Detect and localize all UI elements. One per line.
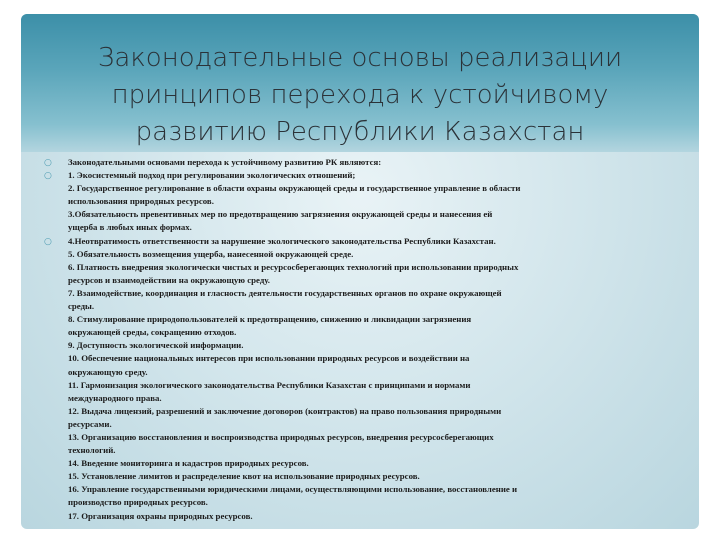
text-line: 11. Гармонизация экологического законодательства Республики Казахстан с принципами и нормами <box>68 379 471 390</box>
text-line: использования природных ресурсов. <box>68 196 214 207</box>
text-line: окружающей среды, сокращению отходов. <box>68 327 237 338</box>
bullet-icon: ○ <box>44 158 52 168</box>
text-line: среды. <box>68 301 95 312</box>
text-line: Законодательными основами перехода к устойчивому развитию РК являются: <box>68 157 382 167</box>
text-line: международного права. <box>68 392 162 403</box>
text-line: технологий. <box>68 445 116 456</box>
text-line: 5. Обязательность возмещения ущерба, нанесенной окружающей среде. <box>68 248 354 259</box>
text-line: ресурсами. <box>68 418 112 429</box>
bullet-icon: ○ <box>44 236 52 247</box>
bullet-item <box>44 169 660 234</box>
text-line: 17. Организация охраны природных ресурсов. <box>68 510 253 521</box>
bullet-list <box>44 156 660 523</box>
text-line: 8. Стимулирование природопользователей к предотвращению, снижению и ликвидации загрязнения <box>68 314 472 325</box>
text-line: 1. Экосистемный подход при регулировании экологических отношений; <box>68 170 356 181</box>
title-line: Законодательные основы реализации <box>97 43 623 73</box>
text-line: 14. Введение мониторинга и кадастров природных ресурсов. <box>68 458 309 469</box>
text-line: ресурсов и взаимодействии на окружающую среду. <box>68 274 270 285</box>
slide-title <box>40 40 680 151</box>
text-line: ущерба в любых иных формах. <box>68 222 192 233</box>
text-line: 7. Взаимодействие, координация и гласность деятельности государственных органов по охране окружающей <box>68 287 502 298</box>
text-line: производство природных ресурсов. <box>68 497 208 508</box>
text-line: 2. Государственное регулирование в области охраны окружающей среды и государственное управление в области <box>68 183 521 194</box>
bullet-icon: ○ <box>44 171 52 182</box>
bullet-item <box>44 156 660 169</box>
text-line: 15. Установление лимитов и распределение квот на использование природных ресурсов. <box>68 471 420 482</box>
text-line: 6. Платность внедрения экологически чистых и ресурсосберегающих технологий при использовании природных <box>68 261 519 272</box>
text-line: 16. Управление государственными юридическими лицами, осуществляющими использование, восстановление и <box>68 484 518 495</box>
text-line: 4.Неотвратимость ответственности за нарушение экологического законодательства Республики Казахстан. <box>68 235 496 246</box>
text-line: 3.Обязательность превентивных мер по предотвращению загрязнения окружающей среды и нанесения ей <box>68 209 493 220</box>
text-line: 12. Выдача лицензий, разрешений и заключение договоров (контрактов) на право пользования природными <box>68 405 502 416</box>
text-line: окружающую среду. <box>68 366 148 377</box>
title-line: развитию Республики Казахстан <box>135 117 585 147</box>
title-line: принципов перехода к устойчивому <box>111 80 609 110</box>
text-line: 9. Доступность экологической информации. <box>68 340 244 351</box>
text-line: 10. Обеспечение национальных интересов при использовании природных ресурсов и воздействии на <box>68 353 470 364</box>
bullet-item <box>44 235 660 523</box>
text-line: 13. Организацию восстановления и воспроизводства природных ресурсов, внедрения ресурсосберегающих <box>68 431 494 442</box>
